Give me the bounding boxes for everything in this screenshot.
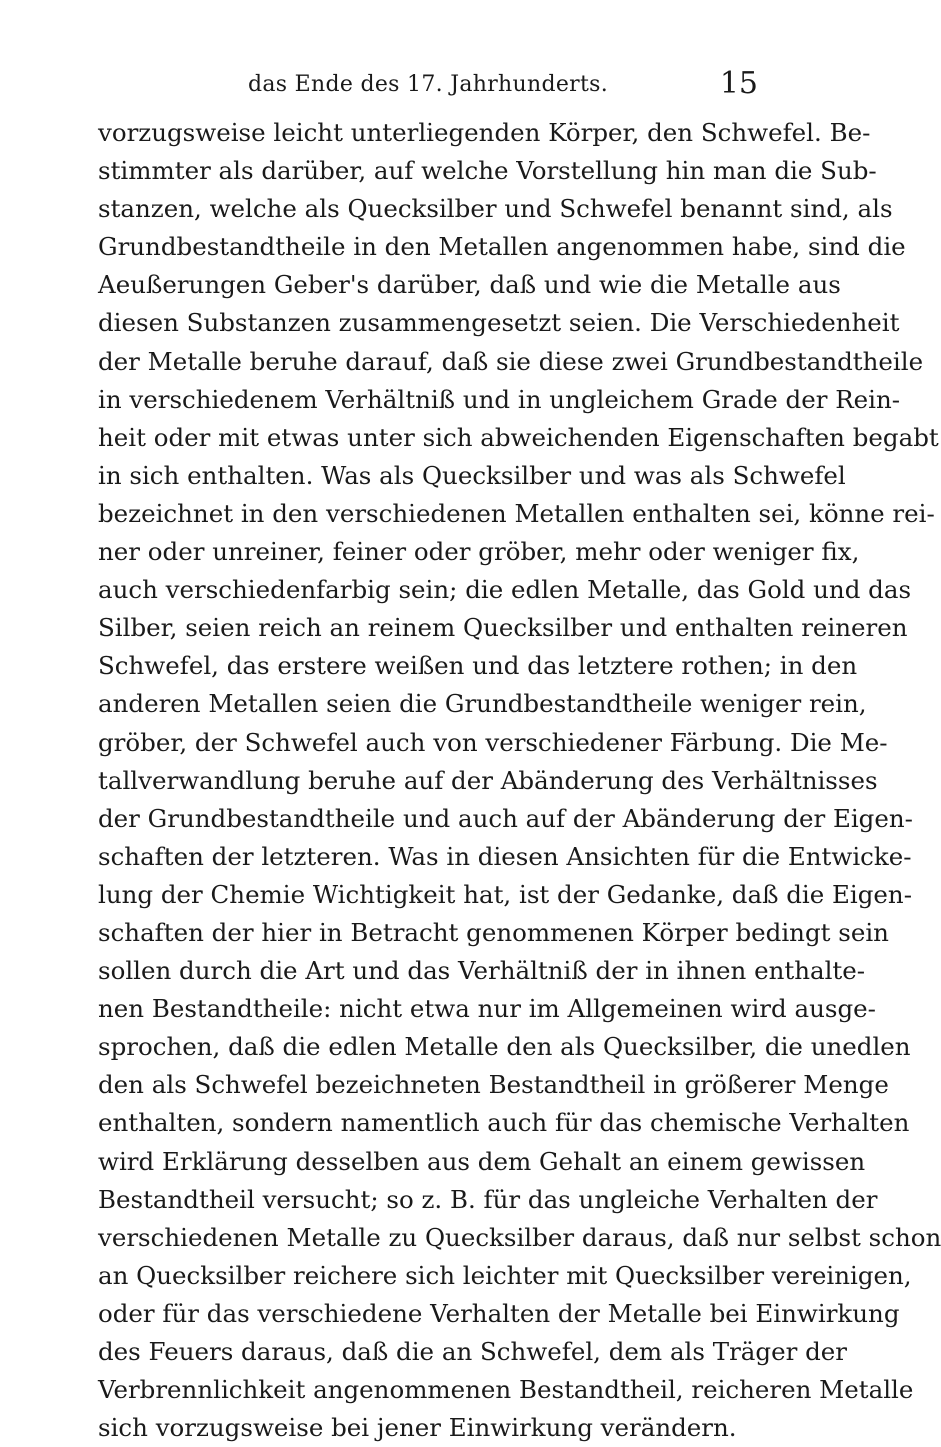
text-line: an Quecksilber reichere sich leichter mit Quecksilber vereinigen, (98, 1260, 912, 1290)
text-line: der Grundbestandtheile und auch auf der Abänderung der Eigen- (98, 803, 913, 833)
text-line: diesen Substanzen zusammengesetzt seien. Die Verschiedenheit (98, 308, 900, 338)
text-line: der Metalle beruhe darauf, daß sie diese zwei Grundbestandtheile (98, 346, 924, 376)
text-line: ner oder unreiner, feiner oder gröber, mehr oder weniger fix, (98, 537, 860, 567)
text-line: auch verschiedenfarbig sein; die edlen Metalle, das Gold und das (98, 575, 912, 605)
text-line: in sich enthalten. Was als Quecksilber und was als Schwefel (98, 460, 846, 490)
running-title: das Ende des 17. Jahrhunderts. (247, 72, 609, 97)
text-line: sprochen, daß die edlen Metalle den als Quecksilber, die unedlen (98, 1032, 911, 1062)
text-line: oder für das verschiedene Verhalten der Metalle bei Einwirkung (98, 1298, 900, 1328)
text-line: schaften der letzteren. Was in diesen Ansichten für die Entwicke- (98, 841, 912, 871)
text-line: bezeichnet in den verschiedenen Metallen enthalten sei, könne rei- (98, 498, 935, 528)
text-line: des Feuers daraus, daß die an Schwefel, dem als Träger der (98, 1337, 847, 1366)
text-line: anderen Metallen seien die Grundbestandtheile weniger rein, (98, 689, 867, 719)
text-line: Silber, seien reich an reinem Quecksilber und enthalten reineren (98, 613, 908, 643)
text-line: vorzugsweise leicht unterliegenden Körper, den Schwefel. Be- (98, 118, 871, 147)
text-line: den als Schwefel bezeichneten Bestandtheil in größerer Menge (98, 1070, 889, 1100)
text-line: stanzen, welche als Quecksilber und Schwefel benannt sind, als (98, 194, 893, 224)
text-line: lung der Chemie Wichtigkeit hat, ist der Gedanke, daß die Eigen- (98, 879, 912, 909)
text-line: Bestandtheil versucht; so z. B. für das ungleiche Verhalten der (98, 1184, 878, 1214)
text-line: tallverwandlung beruhe auf der Abänderung des Verhältnisses (98, 765, 878, 795)
text-line: verschiedenen Metalle zu Quecksilber daraus, daß nur selbst schon (98, 1222, 941, 1252)
body-text (98, 114, 941, 1447)
text-line: heit oder mit etwas unter sich abweichenden Eigenschaften begabt (98, 422, 939, 452)
text-line: sich vorzugsweise bei jener Einwirkung verändern. (98, 1413, 737, 1443)
text-line: enthalten, sondern namentlich auch für das chemische Verhalten (98, 1108, 910, 1138)
text-line: stimmter als darüber, auf welche Vorstellung hin man die Sub- (98, 156, 877, 186)
page-number: 15 (719, 66, 758, 101)
text-line: gröber, der Schwefel auch von verschiedener Färbung. Die Me- (98, 727, 888, 757)
running-head (98, 66, 758, 106)
text-line: schaften der hier in Betracht genommenen Körper bedingt sein (98, 917, 889, 947)
text-line: wird Erklärung desselben aus dem Gehalt an einem gewissen (98, 1146, 866, 1176)
text-line: in verschiedenem Verhältniß und in ungleichem Grade der Rein- (98, 384, 901, 414)
text-line: nen Bestandtheile: nicht etwa nur im Allgemeinen wird ausge- (98, 994, 876, 1024)
text-line: sollen durch die Art und das Verhältniß der in ihnen enthalte- (98, 956, 866, 986)
text-line: Grundbestandtheile in den Metallen angenommen habe, sind die (98, 232, 906, 262)
text-line: Schwefel, das erstere weißen und das letztere rothen; in den (98, 651, 858, 681)
text-line: Verbrennlichkeit angenommenen Bestandtheil, reicheren Metalle (98, 1375, 914, 1405)
text-line: Aeußerungen Geber's darüber, daß und wie die Metalle aus (98, 270, 841, 300)
